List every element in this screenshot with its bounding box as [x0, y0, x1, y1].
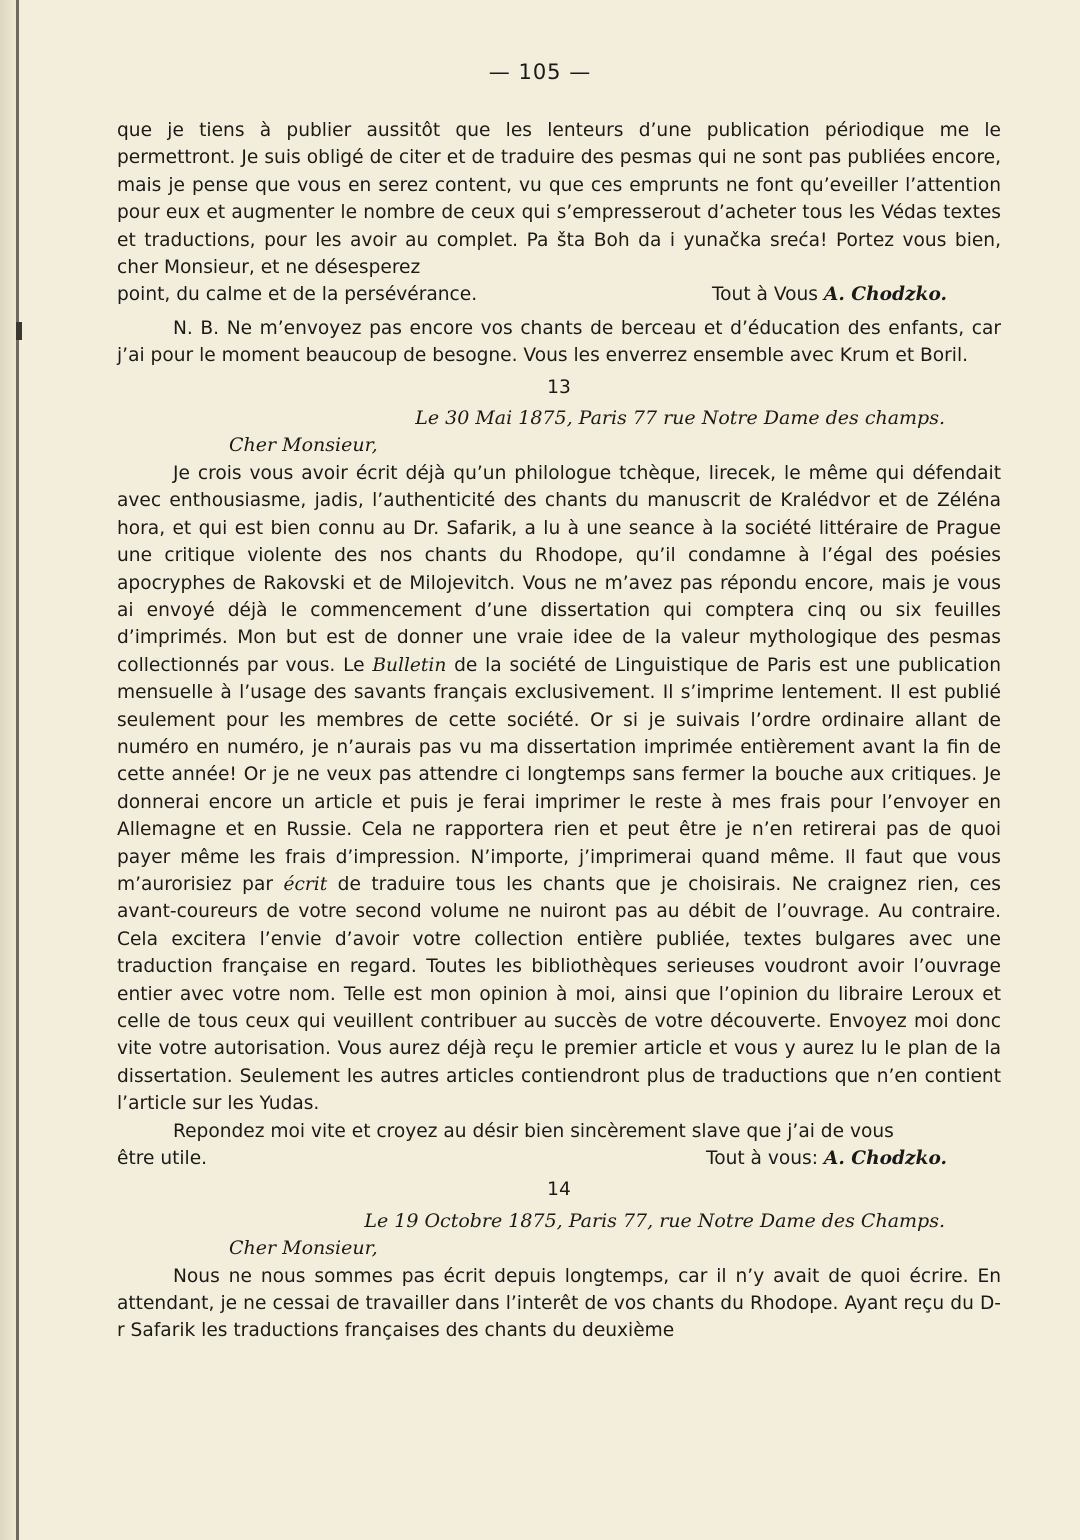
- letter-13-closing-last: être utile.: [117, 1148, 208, 1170]
- letter-13-body: [117, 460, 1001, 1118]
- intro-closing-line: [117, 281, 1001, 308]
- letter-13-body-part2: de la société de Linguistique de Paris est une publication mensuelle à l’usage des savants français exclusivement. Il s’imprime lentement. Il est publié seulement pour les membres de cette société. Or si je suivais l’ordre ordinaire allant de numéro en numéro, je n’aurais pas vu ma dissertation imprimée entièrement avant la fin de cette année! Or je ne veux pas attendre ci longtemps sans fermer la bouche aux critiques. Je donnerai encore un article et puis je ferai imprimer le reste à mes frais pour l’envoyer en Allemagne et en Russie. Cela ne rapportera rien et peut être je n’en retirerai pas de quoi payer même les frais d’impression. N’importe, j’imprimerai quand même. Il faut que vous m’aurorisiez par: [117, 654, 1001, 895]
- letter-13-closing-paragraph: Repondez moi vite et croyez au désir bien sincèrement slave que j’ai de vous: [173, 1120, 894, 1142]
- ecrit-word: écrit: [283, 873, 328, 895]
- intro-signature: A. Chodzko.: [823, 284, 947, 306]
- page-content: [117, 117, 1001, 1345]
- letter-13-closing-text: Tout à vous:: [706, 1148, 818, 1170]
- letter-13-body-part3: de traduire tous les chants que je choisirais. Ne craignez rien, ces avant-coureurs de votre second volume ne nuiront pas au débit de l’ouvrage. Au contraire. Cela excitera l’envie d’avoir votre collection entière publiée, textes bulgares avec une traduction française en regard. Toutes les bibliothèques serieuses voudront avoir l’ouvrage entier avec votre nom. Telle est mon opinion à moi, ainsi que l’opinion du libraire Leroux et celle de tous ceux qui veuillent contribuer au succès de votre découverte. Envoyez moi donc vite votre autorisation. Vous aurez déjà reçu le premier article et vous y aurez lu le plan de la dissertation. Seulement les autres articles contiendront plus de traductions que n’en contient l’article sur les Yudas.: [117, 873, 1001, 1115]
- letter-13-number: 13: [547, 376, 571, 398]
- letter-13-dateline: Le 30 Mai 1875, Paris 77 rue Notre Dame des champs.: [415, 407, 945, 430]
- page-edge-line: [16, 0, 19, 1540]
- letter-13-closing-line: [117, 1145, 1001, 1172]
- intro-closing: [712, 281, 947, 308]
- page-gutter-shadow: [0, 0, 16, 1540]
- intro-paragraph: que je tiens à publier aussitôt que les lenteurs d’une publication périodique me le permettront. Je suis obligé de citer et de traduire des pesmas qui ne sont pas publiées encore, mais je pense que vous en serez content, vu que ces emprunts ne font qu’eveiller l’attention pour eux et augmenter le nombre de ceux qui s’empresserout d’acheter tous les Védas textes et traductions, pour les avoir au complet. Pa šta Boh da i yunačka sreća! Portez vous bien, cher Monsieur, et ne désesperez: [117, 120, 1001, 279]
- margin-mark: [16, 322, 22, 340]
- letter-13-salutation: Cher Monsieur,: [229, 434, 378, 457]
- intro-closing-text: Tout à Vous: [711, 284, 818, 306]
- letter-14-dateline: Le 19 Octobre 1875, Paris 77, rue Notre Dame des Champs.: [364, 1209, 945, 1232]
- letter-13-closing: [706, 1145, 947, 1172]
- bulletin-title: Bulletin: [372, 654, 447, 676]
- letter-13-body-part1: Je crois vous avoir écrit déjà qu’un philologue tchèque, lirecek, le même qui défendait avec enthousiasme, jadis, l’authenticité des chants du manuscrit de Kralédvor et de Zéléna hora, et qui est bien connu au Dr. Safarik, a lu à une seance à la société littéraire de Prague une critique violente des nos chants du Rhodope, qu’il condamne à l’égal des poésies apocryphes de Rakovski et de Milojevitch. Vous ne m’avez pas répondu encore, mais je vous ai envoyé déjà le commencement d’une dissertation qui comptera cinq ou six feuilles d’imprimés. Mon but est de donner une vraie idee de la valeur mythologique des pesmas collectionnés par vous. Le: [117, 462, 1001, 676]
- letter-14-number: 14: [547, 1179, 571, 1201]
- intro-last-line: point, du calme et de la persévérance.: [117, 284, 478, 306]
- letter-14-body: Nous ne nous sommes pas écrit depuis longtemps, car il n’y avait de quoi écrire. En attendant, je ne cessai de travailler dans l’interêt de vos chants du Rhodope. Ayant reçu du D-r Safarik les traductions françaises des chants du deuxième: [117, 1265, 1001, 1342]
- nb-paragraph: N. B. Ne m’envoyez pas encore vos chants de berceau et d’éducation des enfants, car j’ai pour le moment beaucoup de besogne. Vous les enverrez ensemble avec Krum et Boril.: [117, 317, 1001, 367]
- letter-13-signature: A. Chodzko.: [823, 1148, 947, 1170]
- page-number: — 105 —: [488, 60, 592, 84]
- letter-14-salutation: Cher Monsieur,: [229, 1237, 378, 1260]
